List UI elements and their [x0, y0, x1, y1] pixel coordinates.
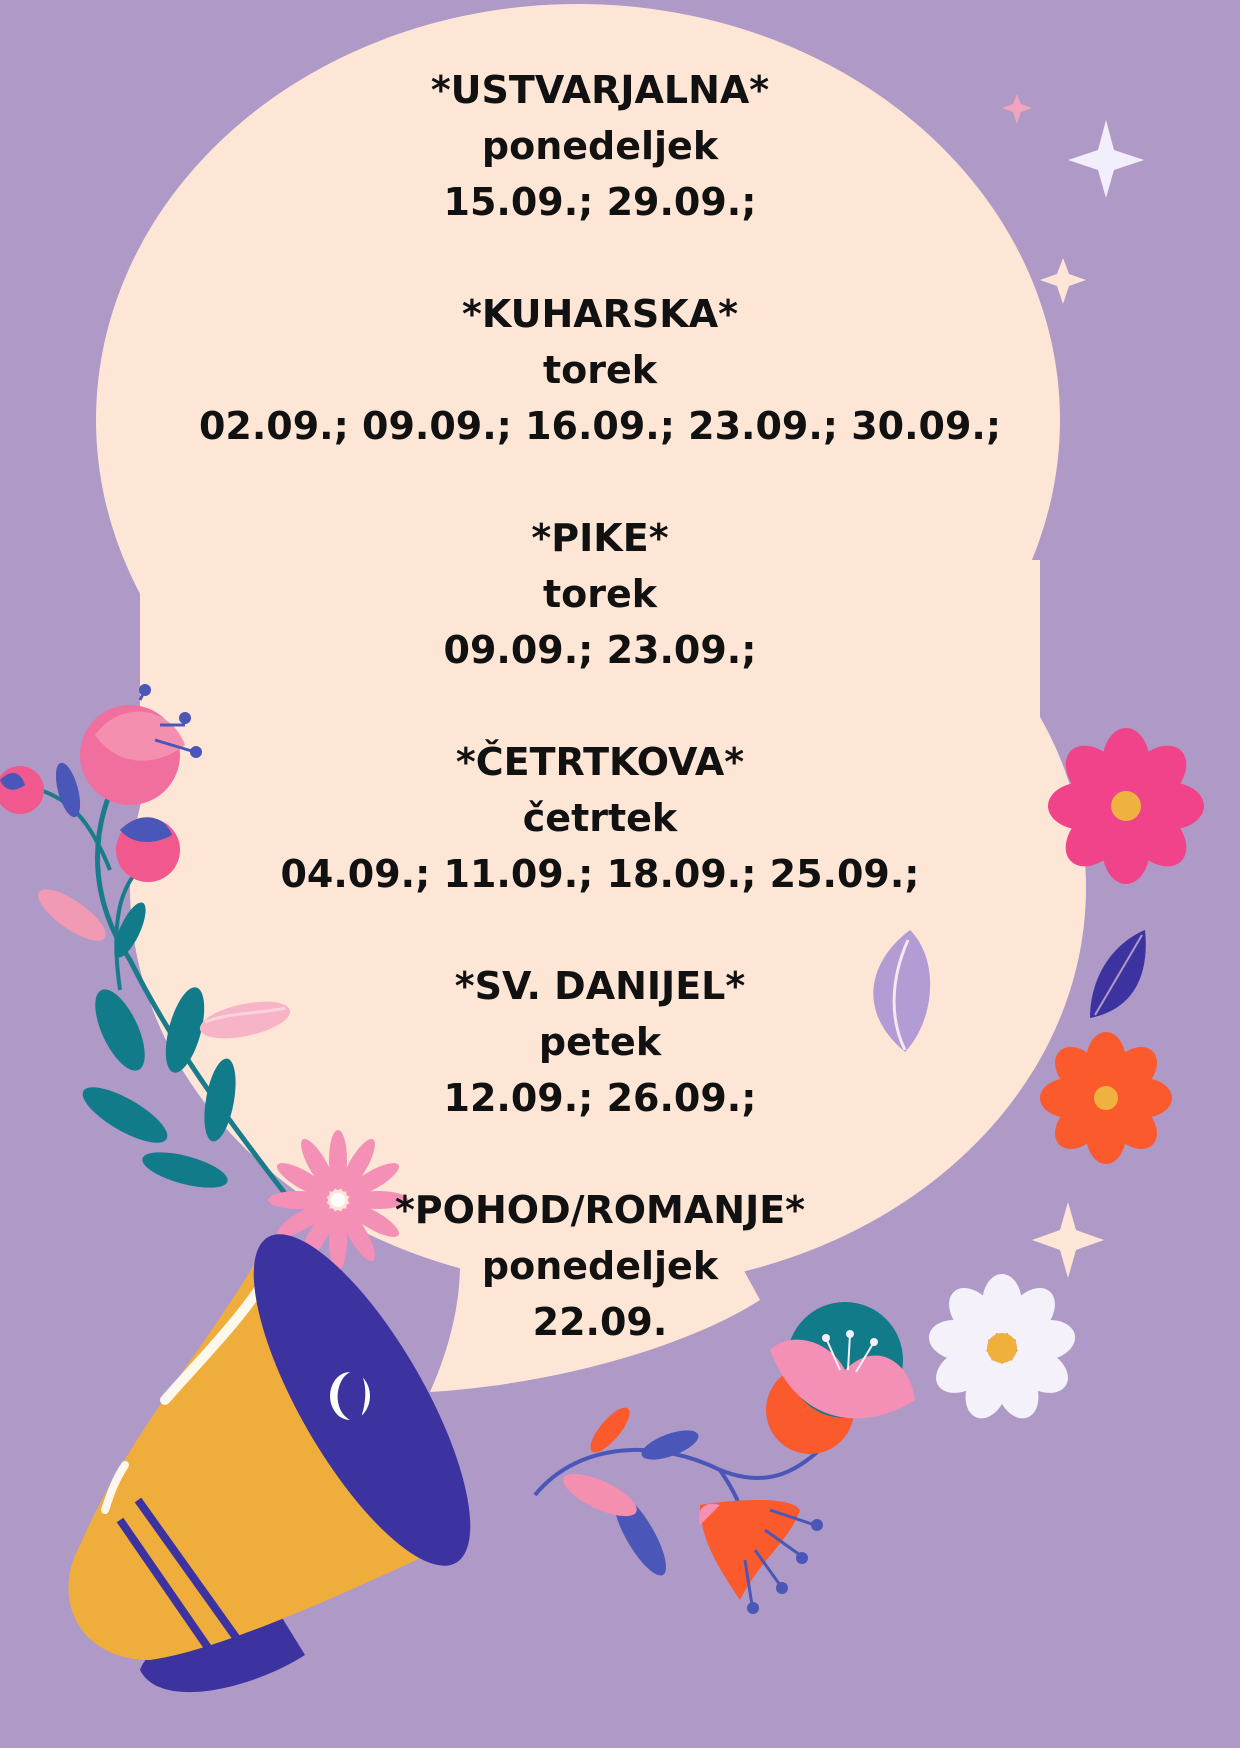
activity-day: torek: [542, 572, 658, 616]
activity-pike: [160, 510, 1040, 734]
activity-kuharska: [160, 286, 1040, 510]
activity-dates: 12.09.; 26.09.;: [443, 1076, 757, 1120]
flower-icon: [1040, 1032, 1172, 1164]
activity-dates: 02.09.; 09.09.; 16.09.; 23.09.; 30.09.;: [198, 404, 1002, 448]
activity-title: *PIKE*: [531, 516, 669, 560]
activity-dates: 04.09.; 11.09.; 18.09.; 25.09.;: [280, 852, 920, 896]
activity-day: ponedeljek: [481, 1244, 719, 1288]
activity-sv-danijel: [160, 958, 1040, 1182]
activity-pohod-romanje: [160, 1182, 1040, 1406]
activity-title: *POHOD/ROMANJE*: [394, 1188, 806, 1232]
flower-icon: [1048, 728, 1204, 884]
activity-day: ponedeljek: [481, 124, 719, 168]
activity-title: *ČETRTKOVA*: [455, 740, 745, 784]
activity-title: *SV. DANIJEL*: [454, 964, 746, 1008]
activity-title: *USTVARJALNA*: [430, 68, 770, 112]
schedule-list: [160, 62, 1040, 1406]
activity-ustvarjalna: [160, 62, 1040, 286]
activity-day: torek: [542, 348, 658, 392]
activity-dates: 09.09.; 23.09.;: [443, 628, 757, 672]
activity-cetrtkova: [160, 734, 1040, 958]
activity-day: četrtek: [522, 796, 678, 840]
activity-dates: 15.09.; 29.09.;: [443, 180, 757, 224]
activity-day: petek: [538, 1020, 662, 1064]
activity-title: *KUHARSKA*: [461, 292, 739, 336]
activity-dates: 22.09.: [532, 1300, 668, 1344]
